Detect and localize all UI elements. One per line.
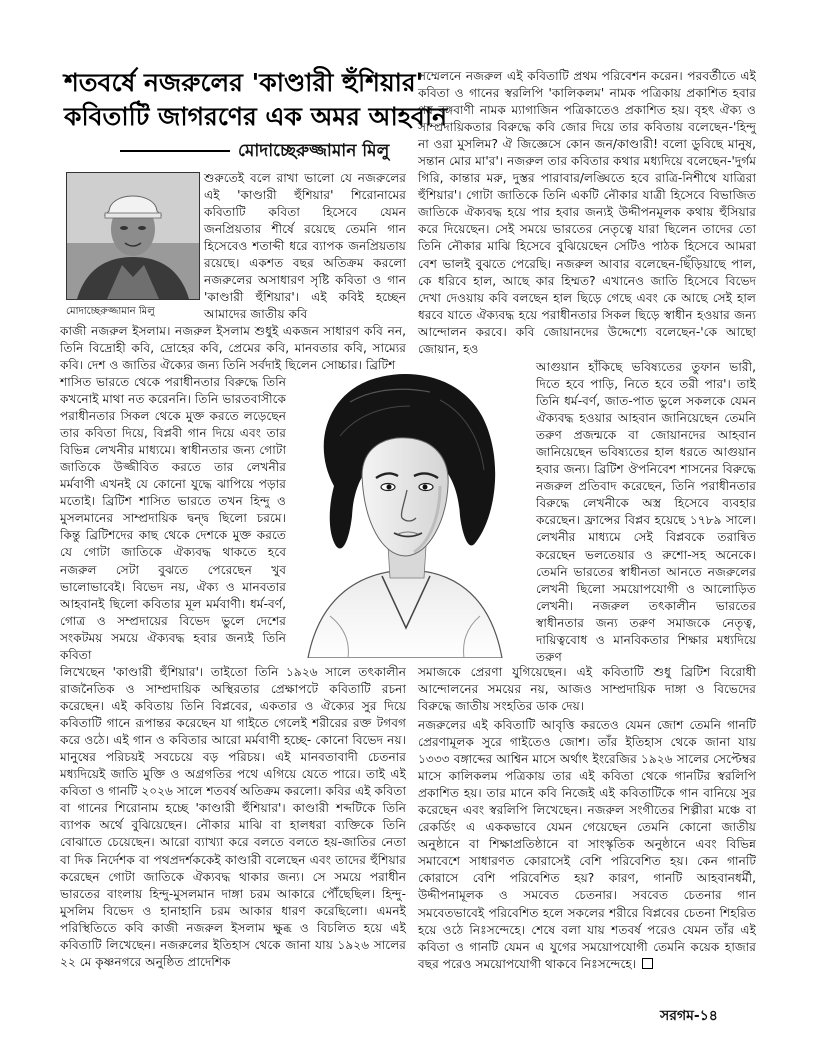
article-headline bbox=[64, 66, 447, 134]
author-photo-icon bbox=[67, 173, 199, 299]
right-full-text-1: সমাজকে প্রেরণা যুগিয়েছেন। এই কবিতাটি শুধু ব্রিটিশ বিরোধী আন্দোলনের সময়ের নয়, আজও সাম্প্রদায়িক দাঙ্গা ও বিভেদের বিরুদ্ধে জাতীয় সংহতির ডাক দেয়। bbox=[418, 665, 756, 714]
right-beside-portrait-text: আগুয়ান হাঁকিছে ভবিষ্যতের তুফান ভারী, দিতে হবে পাড়ি, নিতে হবে তরী পার'। তাই তিনি ধর্ম-বর্ণ, জাত-পাত ভুলে সকলকে যেমন ঐক্যবদ্ধ হওয়ার আহবান জানিয়েছেন তেমনি তরুণ প্রজন্মকে বা জোয়ানদের আহবান জানিয়েছেন ভবিষ্যতের হাল ধরতে আগুয়ান হবার জন্য। ব্রিটিশ ঔপনিবেশ শাসনের বিরুদ্ধে নজরুল প্রতিবাদ করেছেন, তিনি পরাধীনতার বিরুদ্ধে লেখনীকে অস্ত্র হিসেবে ব্যবহার করেছেন। ফ্রান্সের বিপ্লব হয়েছে ১৭৮৯ সালে। লেখনীর মাধ্যমে সেই বিপ্লবকে তরান্বিত করেছেন ভলতেয়ার ও রুশো-সহ অনেকে। তেমনি ভারতের স্বাধীনতা আনতে নজরুলের লেখনী ছিলো সময়োপযোগী ও আলোড়িত লেখনী। নজরুল তৎকালীন ভারতের স্বাধীনতার জন্য তরুণ সমাজকে নেতৃত্ব, দায়িত্ববোধ ও মানবিকতার শিক্ষার মধ্যদিয়ে তরুণ bbox=[536, 360, 756, 664]
byline bbox=[120, 138, 410, 164]
left-full-text-1: কাজী নজরুল ইসলাম। নজরুল ইসলাম শুধুই একজন সাধারণ কবি নন, তিনি বিদ্রোহী কবি, দ্রোহের কবি, প্রেমের কবি, মানবতার কবি, সাম্যের কবি। দেশ ও জাতির ঐক্যের জন্য তিনি সর্বদাই ছিলেন সোচ্চার। ব্রিটিশ bbox=[60, 324, 406, 373]
byline-rule bbox=[120, 150, 230, 152]
page-footer-label: সরগম-১৪ bbox=[660, 1008, 718, 1024]
right-top-text: সম্মেলনে নজরুল এই কবিতাটি প্রথম পরিবেশন করেন। পরবর্তীতে এই কবিতা ও গানের স্বরলিপি 'কালিকলম' নামক পত্রিকায় প্রকাশিত হবার পর বঙ্গবাণী নামক ম্যাগাজিন পত্রিকাতেও প্রকাশিত হয়। বৃহৎ ঐক্য ও সাম্প্রদায়িকতার বিরুদ্ধে কবি জোর দিয়ে তার কবিতায় বলেছেন-'হিন্দু না ওরা মুসলিম? ঐ জিজ্ঞেসে কোন জন/কাণ্ডারী! বলো ডুবিছে মানুষ, সন্তান মোর মা'র'। নজরুল তার কবিতার কথার মধ্যদিয়ে বলেছেন-'দুর্গম গিরি, কান্তার মরু, দুস্তর পারাবার/লঙ্ঘিতে হবে রাত্রি-নিশীথে যাত্রিরা হুঁশিয়ার'। গোটা জাতিকে তিনি একটি নৌকার যাত্রী হিসেবে বিভাজিত জাতিকে ঐক্যবদ্ধ হয়ে পার হবার জন্যই উদ্দীপনমূলক কথায় হুঁসিয়ার করে দিয়েছেন। সেই সময়ে ভারতের নেতৃত্বে যারা ছিলেন তাদের তো তিনি নৌকার মাঝি হিসেবে বুঝিয়েছেন সেটিও পাঠক হিসেবে আমরা বেশ ভালই বুঝতে পেরেছি। নজরুল আবার বলেছেন-ছিঁড়িয়াছে পাল, কে ধরিবে হাল, আছে কার হিম্মত? এখানেও জাতি হিসেবে বিভেদ দেখা দেওয়ায় কবি বলছেন হাল ছিড়ে গেছে এবং কে আছে সেই হাল ধরবে যাতে ঐক্যবদ্ধ হয়ে পরাধীনতার সিকল ছিড়ে স্বাধীন হওয়ার জন্য আন্দোলন করবে। কবি জোয়ানদের উদ্দেশ্যে বলেছেন-'কে আছো জোয়ান, হও bbox=[418, 69, 756, 356]
headline-line-2: কবিতাটি জাগরণের এক অমর আহবান bbox=[64, 102, 447, 131]
right-full-text-2: নজরুলের এই কবিতাটি আবৃত্তি করতেও যেমন জোশ তেমনি গানটি প্রেরণামূলক সুরে গাইতেও জোশ। তাঁর ইতিহাস থেকে জানা যায় ১৩৩৩ বঙ্গাব্দের আশ্বিন মাসে অর্থাৎ ইংরেজির ১৯২৬ সালের সেপ্টেম্বর মাসে কালিকলম পত্রিকায় তার এই কবিতা থেকে গানটির স্বরলিপি প্রকাশিত হয়। তার মানে কবি নিজেই এই কবিতাটিকে গান বানিয়ে সুর করেছেন এবং স্বরলিপি লিখেছেন। নজরুল সংগীতের শিল্পীরা মঞ্চে বা রেকর্ডিং এ এককভাবে যেমন গেয়েছেন তেমনি কোনো জাতীয় অনুষ্ঠানে বা শিক্ষাপ্রতিষ্ঠানে বা সাংস্কৃতিক অনুষ্ঠানে এবং বিভিন্ন সমাবেশে সাধারণত কোরাসেই বেশি পরিবেশিত হয়। কেন গানটি কোরাসে বেশি পরিবেশিত হয়? কারণ, গানটি আহবানধর্মী, উদ্দীপনামূলক ও সমবেত চেতনার। সববেত চেতনার গান সমবেতভাবেই পরিবেশিত হলে সকলের শরীরে বিপ্লবের চেতনা শিহরিত হয়ে ওঠে নিঃসন্দেহে। শেষে বলা যায় শতবর্ষ পরেও যেমন তাঁর এই কবিতা ও গানটি যেমন এ যুগের সময়োপযোগী তেমনি কয়েক হাজার বছর পরেও সময়োপযোগী থাকবে নিঃসন্দেহে। bbox=[418, 718, 756, 971]
photo-caption: মোদাচ্ছেরুজ্জামান মিলু bbox=[66, 306, 155, 317]
left-beside-portrait-text: শাসিত ভারতে থেকে পরাধীনতার বিরুদ্ধে তিনি কখনোই মাথা নত করেননি। তিনি ভারতবাসীকে পরাধীনতার সিকল থেকে মুক্ত করতে লড়েছেন তার কবিতা দিয়ে, বিপ্লবী গান দিয়ে এবং তার বিভিন্ন লেখনীর মাধ্যমে। স্বাধীনতার জন্য গোটা জাতিকে উজ্জীবিত করতে তার লেখনীর মর্মবাণী এখনই যে কোনো যুদ্ধে ঝাপিয়ে পড়ার মতোই। ব্রিটিশ শাসিত ভারতে তখন হিন্দু ও মুসলমানের সাম্প্রদায়িক দ্বন্দ্ব ছিলো চরমে। কিন্তু ব্রিটিশদের কাছ থেকে দেশকে মুক্ত করতে যে গোটা জাতিকে ঐক্যবদ্ধ থাকতে হবে নজরুল সেটা বুঝতে পেরেছেন খুব ভালোভাবেই। বিভেদ নয়, ঐক্য ও মানবতার আহবানই ছিলো কবিতার মূল মর্মবাণী। ধর্ম-বর্ণ, গোত্র ও সম্প্রদায়ের বিভেদ ভুলে দেশের সংকটময় সময়ে ঐক্যবদ্ধ হবার জন্যই তিনি কবিতা bbox=[60, 375, 286, 662]
author-name: মোদাচ্ছেরুজ্জামান মিলু bbox=[238, 141, 390, 161]
nazrul-portrait-illustration bbox=[290, 366, 522, 658]
headline-line-1: শতবর্ষে নজরুলের 'কাণ্ডারী হুঁশিয়ার' bbox=[64, 68, 424, 97]
author-photo bbox=[66, 172, 200, 300]
square-end-mark-icon bbox=[642, 958, 653, 969]
left-beside-photo-text: শুরুতেই বলে রাখা ভালো যে নজরুলের এই 'কাণ্ডারী হুঁশিয়ার' শিরোনামের কবিতাটি কবিতা হিসেবে যেমন জনপ্রিয়তার শীর্ষে রয়েছে তেমনি গান হিসেবেও শতাব্দী ধরে ব্যাপক জনপ্রিয়তায় রয়েছে। একশত বছর অতিক্রম করলো নজরুলের অসাধারণ সৃষ্টি কবিতা ও গান 'কাণ্ডারী হুঁশিয়ার'। এই কবিই হচ্ছেন আমাদের জাতীয় কবি bbox=[204, 171, 406, 322]
left-full-text-2: লিখেছেন 'কাণ্ডারী হুঁশিয়ার'। তাইতো তিনি ১৯২৬ সালে তৎকালীন রাজনৈতিক ও সাম্প্রদায়িক অস্থিরতার প্রেক্ষাপটে কবিতাটি রচনা করেছেন। এই কবিতায় তিনি বিপ্লবের, একতার ও ঐক্যের সুর দিয়ে কবিতাটি গানে রূপান্তর করেছেন যা গাইতে গেলেই শরীরের রক্ত টগবগ করে ওঠে। এই গান ও কবিতার আরো মর্মবাণী হচ্ছে- কোনো বিভেদ নয়। মানুষের পরিচয়ই সবচেয়ে বড় পরিচয়। এই মানবতাবাদী চেতনার মধ্যদিয়েই জাতি মুক্তি ও অগ্রগতির পথে এগিয়ে যেতে পারে। তাই এই কবিতা ও গানটি ২০২৬ সালে শতবর্ষ অতিক্রম করলো। কবির এই কবিতা বা গানের শিরোনাম হচ্ছে 'কাণ্ডারী হুঁশিয়ার'। কাণ্ডারী শব্দটিকে তিনি ব্যাপক অর্থে বুঝিয়েছেন। নৌকার মাঝি বা হালধরা ব্যক্তিকে তিনি বোঝাতে চেয়েছেন। আরো ব্যাখ্যা করে বলতে বলতে হয়-জাতির নেতা বা দিক নির্দেশক বা পথপ্রদর্শককেই কাণ্ডারী বলেছেন এবং তাদের হুঁশিয়ার করেছেন গোটা জাতিকে ঐক্যবদ্ধ থাকার জন্য। সে সময়ে পরাধীন ভারতের বাংলায় হিন্দু-মুসলমান দাঙ্গা চরম আকারে পৌঁছেছিল। হিন্দু-মুসলিম বিভেদ ও হানাহানি চরম আকার ধারণ করেছিলো। এমনই পরিস্থিতিতে কবি কাজী নজরুল ইসলাম ক্ষুব্ধ ও বিচলিত হয়ে এই কবিতাটি লিখেছেন। নজরুলের ইতিহাস থেকে জানা যায় ১৯২৬ সালের ২২ মে কৃষ্ণনগরে অনুষ্ঠিত প্রাদেশিক bbox=[60, 665, 406, 969]
